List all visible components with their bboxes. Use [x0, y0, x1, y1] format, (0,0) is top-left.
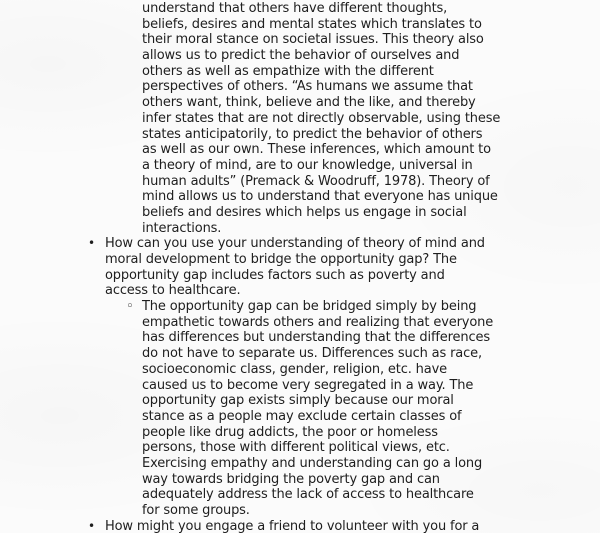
- text-line: do not have to separate us. Differences such as race,: [142, 346, 482, 362]
- text-line: The opportunity gap can be bridged simply by being: [142, 299, 477, 315]
- text-line: beliefs and desires which helps us engage in social: [142, 204, 467, 220]
- text-line: way towards bridging the poverty gap and can: [142, 471, 440, 487]
- text-line: states anticipatorily, to predict the behavior of others: [142, 126, 483, 142]
- text-line: access to healthcare.: [105, 283, 241, 299]
- bullet-item: [0, 519, 600, 533]
- bullet-item: [0, 236, 600, 299]
- bullet-dot-marker: •: [88, 236, 95, 251]
- text-line: interactions.: [142, 220, 222, 236]
- text-line: infer states that are not directly observable, using these: [142, 110, 501, 126]
- text-lines: [142, 1, 600, 236]
- text-lines: [105, 236, 600, 299]
- bullet-circle-marker: ◦: [126, 299, 134, 315]
- text-line: perspectives of others. “As humans we assume that: [142, 79, 473, 95]
- text-line: opportunity gap includes factors such as poverty and: [105, 267, 445, 283]
- text-line: human adults” (Premack & Woodruff, 1978). Theory of: [142, 173, 490, 189]
- text-line: for some groups.: [142, 503, 250, 518]
- text-line: persons, those with different political views, etc.: [142, 440, 450, 456]
- paragraph-block: [0, 1, 600, 236]
- text-line: adequately address the lack of access to healthcare: [142, 487, 474, 503]
- text-line: socioeconomic class, gender, religion, etc. have: [142, 361, 447, 377]
- text-line: empathetic towards others and realizing that everyone: [142, 314, 494, 330]
- text-line: others want, think, believe and the like, and thereby: [142, 95, 476, 111]
- text-line: mind allows us to understand that everyone has unique: [142, 189, 498, 205]
- bullet-dot-marker: •: [88, 518, 95, 533]
- text-line: stance as a people may exclude certain classes of: [142, 408, 462, 424]
- text-lines: [105, 519, 600, 533]
- text-line: How might you engage a friend to volunteer with you for a: [105, 518, 480, 533]
- bullet-item: [0, 299, 600, 519]
- text-line: a theory of mind, are to our knowledge, universal in: [142, 157, 473, 173]
- text-line: moral development to bridge the opportunity gap? The: [105, 252, 457, 267]
- text-line: caused us to become very segregated in a way. The: [142, 377, 474, 393]
- text-line: opportunity gap exists simply because our moral: [142, 393, 454, 409]
- text-line: others as well as empathize with the different: [142, 63, 434, 79]
- text-line: beliefs, desires and mental states which translates to: [142, 16, 482, 32]
- text-line: Exercising empathy and understanding can go a long: [142, 455, 483, 471]
- text-line: their moral stance on societal issues. This theory also: [142, 32, 484, 48]
- text-line: understand that others have different thoughts,: [142, 1, 448, 16]
- text-line: has differences but understanding that the differences: [142, 330, 490, 346]
- text-lines: [142, 299, 600, 519]
- text-line: as well as our own. These inferences, which amount to: [142, 142, 491, 158]
- text-line: allows us to predict the behavior of ourselves and: [142, 48, 460, 64]
- text-line: people like drug addicts, the poor or homeless: [142, 424, 438, 440]
- text-line: How can you use your understanding of theory of mind and: [105, 236, 485, 252]
